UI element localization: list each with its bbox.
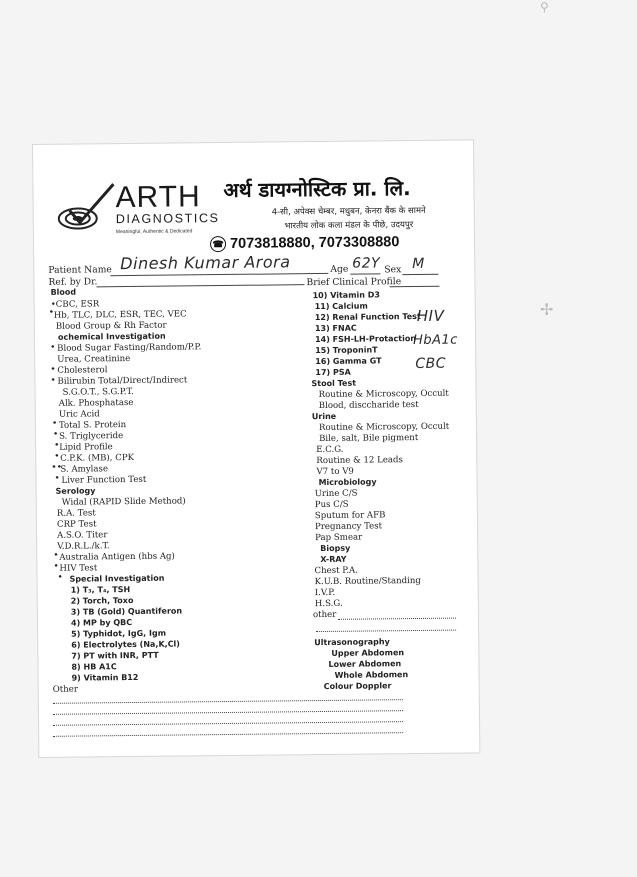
arth-logo-icon <box>55 182 116 235</box>
patient-name-label: Patient Name <box>48 264 112 276</box>
other-label: Other <box>52 684 78 695</box>
test-item: Bile, salt, Bile pigment <box>319 432 419 445</box>
requisition-form <box>33 140 479 757</box>
test-item: Colour Doppler <box>323 681 392 691</box>
sex-line <box>402 274 438 275</box>
other-line-1 <box>338 618 456 620</box>
test-item: 4) MP by QBC <box>70 617 133 628</box>
test-item: 6) Electrolytes (Na,K,Cl) <box>71 639 180 650</box>
test-item: S. Amylase <box>60 464 109 475</box>
age-label: Age <box>330 263 349 275</box>
checkmark-dot: •• <box>51 462 63 473</box>
clinical-profile-line <box>389 286 439 288</box>
test-item: Total S. Protein <box>58 420 127 431</box>
test-item: S. Triglyceride <box>59 431 124 442</box>
test-item: 12) Renal Function Test <box>314 311 421 323</box>
test-item: 5) Typhidot, IgG, Igm <box>71 628 167 639</box>
other-label: other <box>312 609 337 621</box>
patient-name-line <box>110 273 328 276</box>
test-item: Lipid Profile <box>59 442 113 453</box>
sex-value: M <box>412 255 425 273</box>
test-item: Australia Antigen (hbs Ag) <box>59 551 175 563</box>
logo-name: ARTH <box>115 180 201 215</box>
other-dotted-line <box>53 732 403 737</box>
test-item: 14) FSH-LH-Protaction <box>315 334 417 345</box>
checkmark-dot: • <box>50 375 56 386</box>
logo-tagline: Meaningful, Authentic & Dedicated <box>115 228 193 236</box>
ref-doctor-line <box>96 284 304 287</box>
test-item: Widal (RAPID Slide Method) <box>61 496 186 508</box>
checkmark-dot: • <box>53 561 59 572</box>
test-item: 9) Vitamin B12 <box>71 672 139 683</box>
test-item: 17) PSA <box>315 367 351 378</box>
test-item: 1) T₃, T₄, TSH <box>70 585 131 595</box>
scan-smudge: ⚲ <box>540 0 549 14</box>
test-item: 16) Gamma GT <box>315 356 382 367</box>
checkmark-dot: • <box>48 307 55 318</box>
test-item: Bilirubin Total/Direct/Indirect <box>57 375 188 387</box>
test-item: Uric Acid <box>58 409 100 420</box>
test-item: Pregnancy Test <box>314 521 383 533</box>
test-item: Pap Smear <box>315 532 363 544</box>
clinical-profile-label: Brief Clinical Profile <box>306 276 402 289</box>
sex-label: Sex <box>384 264 402 276</box>
checkmark-dot: • <box>50 364 56 375</box>
patient-name-value: Dinesh Kumar Arora <box>120 252 291 274</box>
section-microbiology: Microbiology <box>318 477 377 488</box>
test-item: Cholesterol <box>57 365 108 376</box>
test-item: I.V.P. <box>314 587 336 599</box>
test-item: Blood Group & Rh Factor <box>55 320 167 332</box>
test-item: A.S.O. Titer <box>57 530 108 541</box>
checkmark-dot: • <box>54 473 60 484</box>
section-blood: Blood <box>50 287 77 297</box>
test-item: •CBC, ESR <box>50 299 100 310</box>
test-item: Blood, disccharide test <box>318 399 419 412</box>
section-biopsy: Biopsy <box>320 543 351 554</box>
other-line-2 <box>316 630 456 632</box>
test-item: 7) PT with INR, PTT <box>71 650 159 661</box>
test-item: 3) TB (Gold) Quantiferon <box>70 606 183 617</box>
test-item: Lower Abdomen <box>328 659 402 669</box>
section-biochemical: ochemical Investigation <box>57 331 166 342</box>
handwritten-note: HIV <box>416 306 445 325</box>
checkmark-dot: • <box>51 418 58 429</box>
address-line-2: भारतीय लोक कला मंडल के पीछे, उदयपुर <box>284 220 414 232</box>
section-xray: X-RAY <box>320 554 347 565</box>
phone-text: 7073818880, 7073308880 <box>229 234 400 252</box>
test-item: Routine & 12 Leads <box>316 455 403 467</box>
test-item: V7 to V9 <box>316 466 354 478</box>
checkmark-dot: • <box>53 550 59 561</box>
test-item: Liver Function Test <box>61 474 147 486</box>
handwritten-note: HbA1c <box>412 332 458 349</box>
test-item: S.G.O.T., S.G.P.T. <box>62 386 134 398</box>
test-item: Whole Abdomen <box>334 670 409 680</box>
test-item: Urea, Creatinine <box>57 353 131 365</box>
test-item: 13) FNAC <box>314 323 357 334</box>
test-item: C.P.K. (MB), CPK <box>60 452 135 464</box>
test-item: HIV Test <box>59 563 98 574</box>
checkmark-dot: • <box>52 429 59 440</box>
test-item: E.C.G. <box>316 444 344 456</box>
section-special-investigation: Special Investigation <box>69 573 165 584</box>
test-item: V.D.R.L./k.T. <box>57 541 110 552</box>
section-serology: Serology <box>55 486 96 496</box>
test-item: 10) Vitamin D3 <box>312 290 380 301</box>
test-item: Alk. Phosphatase <box>58 397 134 409</box>
test-item: Urine C/S <box>314 488 358 500</box>
phone-numbers <box>210 234 400 252</box>
test-item: 11) Calcium <box>314 301 368 312</box>
checkmark-dot: • <box>54 451 60 462</box>
section-urine: Urine <box>311 411 337 422</box>
test-item: Chest P.A. <box>314 565 359 577</box>
section-stool: Stool Test <box>311 378 357 389</box>
test-item: K.U.B. Routine/Standing <box>314 575 421 588</box>
test-item: H.S.G. <box>314 598 343 610</box>
logo-subtitle: DIAGNOSTICS <box>115 211 220 227</box>
phone-icon: ☎ <box>210 236 226 252</box>
other-dotted-line <box>53 721 403 726</box>
address-line-1: 4-सी, अपेक्स चेम्बर, मधुबन, केनरा बैंक के सामने <box>271 205 426 218</box>
ref-doctor-label: Ref. by Dr. <box>48 276 98 288</box>
age-line <box>350 273 380 274</box>
test-item: Routine & Microscopy, Occult <box>318 388 449 401</box>
test-item: 15) TroponinT <box>315 345 378 356</box>
test-item: Upper Abdomen <box>331 648 405 658</box>
test-item: Blood Sugar Fasting/Random/P.P. <box>57 342 202 354</box>
handwritten-note: CBC <box>415 355 447 373</box>
other-dotted-line <box>53 710 403 715</box>
checkmark-dot: • <box>54 440 60 451</box>
test-item: R.A. Test <box>56 508 96 519</box>
other-dotted-line <box>53 699 403 704</box>
test-item: Routine & Microscopy, Occult <box>318 421 450 434</box>
test-item: Hb, TLC, DLC, ESR, TEC, VEC <box>53 309 187 321</box>
checkmark-dot: • <box>57 572 63 583</box>
checkmark-dot: • <box>50 342 56 353</box>
test-item: Sputum for AFB <box>314 510 386 522</box>
test-item: Pus C/S <box>314 499 349 511</box>
test-item: 2) Torch, Toxo <box>70 595 134 606</box>
hindi-company-name: अर्थ डायग्नोस्टिक प्रा. लि. <box>223 176 411 203</box>
test-item: 8) HB A1C <box>71 662 117 672</box>
test-item: CRP Test <box>56 519 97 530</box>
scan-smudge: ✢ <box>540 300 554 319</box>
age-value: 62Y <box>352 255 381 272</box>
section-ultrasonography: Ultrasonography <box>314 637 390 648</box>
hindi-address <box>234 203 464 233</box>
